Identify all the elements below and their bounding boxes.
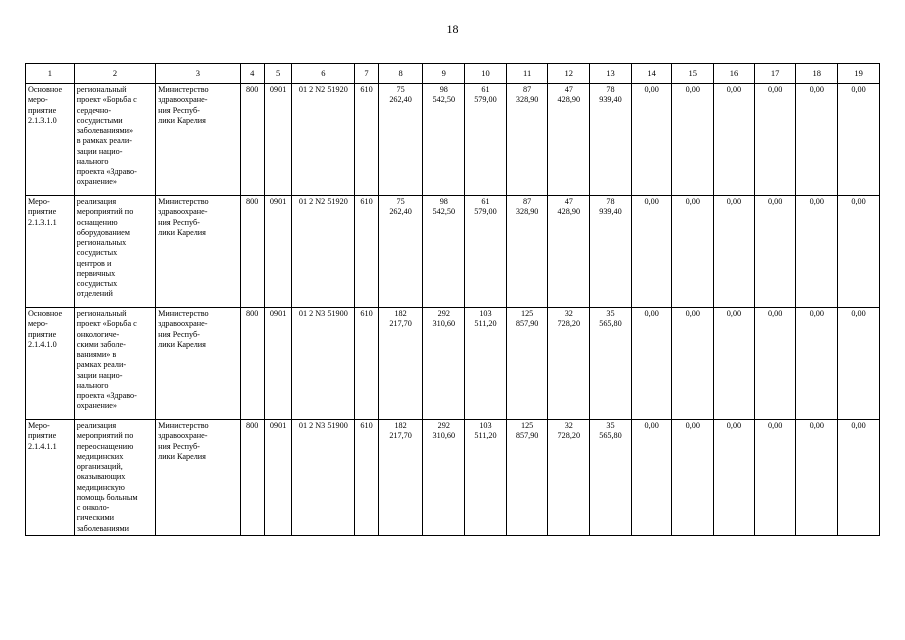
table-row — [26, 84, 880, 196]
code-cell: 800 — [240, 196, 264, 308]
amount-cell: 87 328,90 — [506, 84, 548, 196]
event-code-cell: Основное меро- приятие 2.1.4.1.0 — [26, 308, 75, 420]
amount-cell: 0,00 — [631, 84, 672, 196]
amount-cell: 32 728,20 — [548, 308, 590, 420]
amount-cell: 0,00 — [796, 84, 838, 196]
amount-cell: 0,00 — [754, 420, 796, 536]
code-cell: 0901 — [264, 420, 291, 536]
amount-cell: 98 542,50 — [423, 84, 465, 196]
column-header: 5 — [264, 64, 291, 84]
amount-cell: 0,00 — [631, 196, 672, 308]
column-header: 15 — [672, 64, 714, 84]
amount-cell: 0,00 — [672, 196, 714, 308]
event-name-cell: реализация мероприятий по оснащению оборудованием региональных сосудистых центров и первичных сосудистых отделений — [74, 196, 155, 308]
amount-cell: 0,00 — [754, 84, 796, 196]
amount-cell: 0,00 — [631, 308, 672, 420]
amount-cell: 98 542,50 — [423, 196, 465, 308]
executor-cell: Министерство здравоохране- ния Респуб- лики Карелия — [156, 308, 240, 420]
table-row — [26, 196, 880, 308]
event-name-cell: региональный проект «Борьба с онкологиче- скими заболе- ваниями» в рамках реали- зации нацио- нального проекта «Здраво- охранение» — [74, 308, 155, 420]
column-header: 10 — [465, 64, 507, 84]
code-cell: 01 2 N2 51920 — [292, 196, 355, 308]
amount-cell: 125 857,90 — [506, 308, 548, 420]
amount-cell: 292 310,60 — [423, 308, 465, 420]
code-cell: 610 — [355, 420, 378, 536]
column-header: 8 — [378, 64, 423, 84]
executor-cell: Министерство здравоохране- ния Респуб- лики Карелия — [156, 420, 240, 536]
amount-cell: 0,00 — [754, 196, 796, 308]
code-cell: 800 — [240, 84, 264, 196]
column-header: 7 — [355, 64, 378, 84]
amount-cell: 0,00 — [631, 420, 672, 536]
code-cell: 01 2 N2 51920 — [292, 84, 355, 196]
amount-cell: 103 511,20 — [465, 420, 507, 536]
amount-cell: 125 857,90 — [506, 420, 548, 536]
code-cell: 800 — [240, 308, 264, 420]
code-cell: 610 — [355, 196, 378, 308]
amount-cell: 35 565,80 — [590, 420, 632, 536]
amount-cell: 0,00 — [838, 84, 880, 196]
amount-cell: 0,00 — [838, 420, 880, 536]
column-header: 9 — [423, 64, 465, 84]
header-row — [26, 64, 880, 84]
code-cell: 610 — [355, 308, 378, 420]
table-row — [26, 308, 880, 420]
event-code-cell: Меро- приятие 2.1.3.1.1 — [26, 196, 75, 308]
code-cell: 610 — [355, 84, 378, 196]
amount-cell: 0,00 — [796, 420, 838, 536]
code-cell: 0901 — [264, 196, 291, 308]
amount-cell: 35 565,80 — [590, 308, 632, 420]
column-header: 4 — [240, 64, 264, 84]
table-row — [26, 420, 880, 536]
budget-table — [25, 63, 880, 536]
amount-cell: 32 728,20 — [548, 420, 590, 536]
event-code-cell: Меро- приятие 2.1.4.1.1 — [26, 420, 75, 536]
amount-cell: 61 579,00 — [465, 196, 507, 308]
amount-cell: 0,00 — [838, 196, 880, 308]
code-cell: 0901 — [264, 84, 291, 196]
code-cell: 800 — [240, 420, 264, 536]
amount-cell: 0,00 — [796, 308, 838, 420]
code-cell: 01 2 N3 51900 — [292, 420, 355, 536]
amount-cell: 0,00 — [714, 308, 755, 420]
amount-cell: 0,00 — [714, 420, 755, 536]
amount-cell: 0,00 — [672, 308, 714, 420]
event-code-cell: Основное меро- приятие 2.1.3.1.0 — [26, 84, 75, 196]
executor-cell: Министерство здравоохране- ния Респуб- лики Карелия — [156, 84, 240, 196]
column-header: 6 — [292, 64, 355, 84]
amount-cell: 0,00 — [714, 84, 755, 196]
amount-cell: 0,00 — [714, 196, 755, 308]
event-name-cell: региональный проект «Борьба с сердечно- сосудистыми заболеваниями» в рамках реали- зации нацио- нального проекта «Здраво- охранение» — [74, 84, 155, 196]
column-header: 19 — [838, 64, 880, 84]
executor-cell: Министерство здравоохране- ния Респуб- лики Карелия — [156, 196, 240, 308]
amount-cell: 0,00 — [838, 308, 880, 420]
column-header: 14 — [631, 64, 672, 84]
code-cell: 01 2 N3 51900 — [292, 308, 355, 420]
amount-cell: 103 511,20 — [465, 308, 507, 420]
column-header: 11 — [506, 64, 548, 84]
column-header: 3 — [156, 64, 240, 84]
amount-cell: 61 579,00 — [465, 84, 507, 196]
amount-cell: 75 262,40 — [378, 84, 423, 196]
column-header: 16 — [714, 64, 755, 84]
amount-cell: 87 328,90 — [506, 196, 548, 308]
amount-cell: 75 262,40 — [378, 196, 423, 308]
amount-cell: 0,00 — [754, 308, 796, 420]
amount-cell: 78 939,40 — [590, 84, 632, 196]
column-header: 13 — [590, 64, 632, 84]
code-cell: 0901 — [264, 308, 291, 420]
amount-cell: 182 217,70 — [378, 420, 423, 536]
column-header: 2 — [74, 64, 155, 84]
amount-cell: 0,00 — [672, 420, 714, 536]
amount-cell: 0,00 — [672, 84, 714, 196]
page-number: 18 — [446, 22, 459, 36]
column-header: 18 — [796, 64, 838, 84]
amount-cell: 182 217,70 — [378, 308, 423, 420]
amount-cell: 292 310,60 — [423, 420, 465, 536]
column-header: 17 — [754, 64, 796, 84]
column-header: 1 — [26, 64, 75, 84]
column-header: 12 — [548, 64, 590, 84]
amount-cell: 47 428,90 — [548, 84, 590, 196]
amount-cell: 78 939,40 — [590, 196, 632, 308]
amount-cell: 47 428,90 — [548, 196, 590, 308]
amount-cell: 0,00 — [796, 196, 838, 308]
event-name-cell: реализация мероприятий по переоснащению медицинских организаций, оказывающих медицинскую помощь больным с онколо- гическими заболеваниями — [74, 420, 155, 536]
